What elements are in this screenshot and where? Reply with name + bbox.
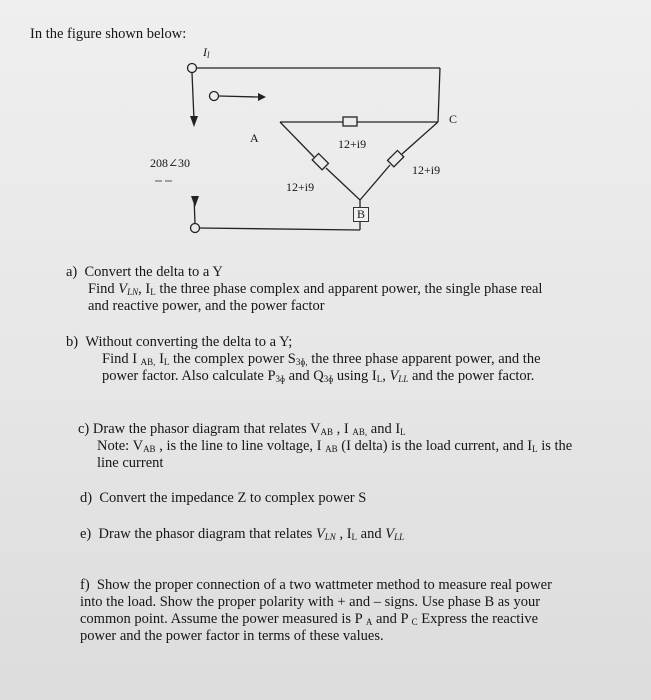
question-c-line1: c) Draw the phasor diagram that relates $V_{AB}$ , I $_{AB,}$ and $I_L$ [78, 421, 406, 437]
question-a-line3: and reactive power, and the power factor [88, 298, 325, 314]
question-f-line1: f) Show the proper connection of a two wattmeter method to measure real power [80, 577, 552, 593]
current-label: $I_l$ [203, 45, 210, 60]
question-f-line2: into the load. Show the proper polarity with + and – signs. Use phase B as your [80, 594, 541, 610]
question-c-line3: line current [97, 455, 164, 471]
question-b-line1: b) Without converting the delta to a Y; [66, 334, 293, 350]
source-voltage-label: 208∠30 [150, 156, 191, 170]
question-e: e) Draw the phasor diagram that relates $V_{LN}$ , $I_L$ and $V_{LL}$ [80, 526, 405, 542]
node-c-label: C [449, 112, 458, 126]
z-left-label: 12+i9 [286, 180, 315, 194]
node-a-label: A [250, 131, 259, 145]
bottom-terminal [191, 224, 200, 233]
z-top-label: 12+i9 [338, 137, 367, 151]
question-a-line1: a) Convert the delta to a Y [66, 264, 223, 280]
arrow-down-icon [190, 116, 198, 127]
question-f-line3: common point. Assume the power measured is P $_A$ and P $_C$ Express the reactive [80, 611, 539, 627]
question-f-line4: power and the power factor in terms of these values. [80, 628, 384, 644]
z-top-box [343, 117, 357, 126]
circuit-figure [0, 0, 651, 260]
question-d: d) Convert the impedance Z to complex power S [80, 490, 367, 506]
arrow-right-icon [258, 93, 266, 101]
arrow-down-icon [191, 196, 199, 207]
question-b-line3: power factor. Also calculate $P_{3ɸ}$ and $Q_{3ɸ}$ using $I_L$, $V_{LL}$ and the power factor. [102, 368, 535, 384]
top-terminal [188, 64, 197, 73]
z-right-label: 12+i9 [412, 163, 441, 177]
question-c-line2: Note: $V_{AB}$ , is the line to line voltage, I $_{AB}$ (I delta) is the load current, and $I_L$ is the [97, 438, 573, 454]
question-a-line2: Find $V_{LN}$, $I_L$ the three phase complex and apparent power, the single phase real [88, 281, 543, 297]
z-right-box [388, 151, 404, 167]
node-b-label: B [353, 207, 369, 222]
intro-text: In the figure shown below: [30, 26, 187, 42]
z-left-box [312, 154, 328, 170]
question-b-line2: Find I $_{AB,}$ $I_L$ the complex power $S_{3ɸ,}$ the three phase apparent power, and the [102, 351, 541, 367]
